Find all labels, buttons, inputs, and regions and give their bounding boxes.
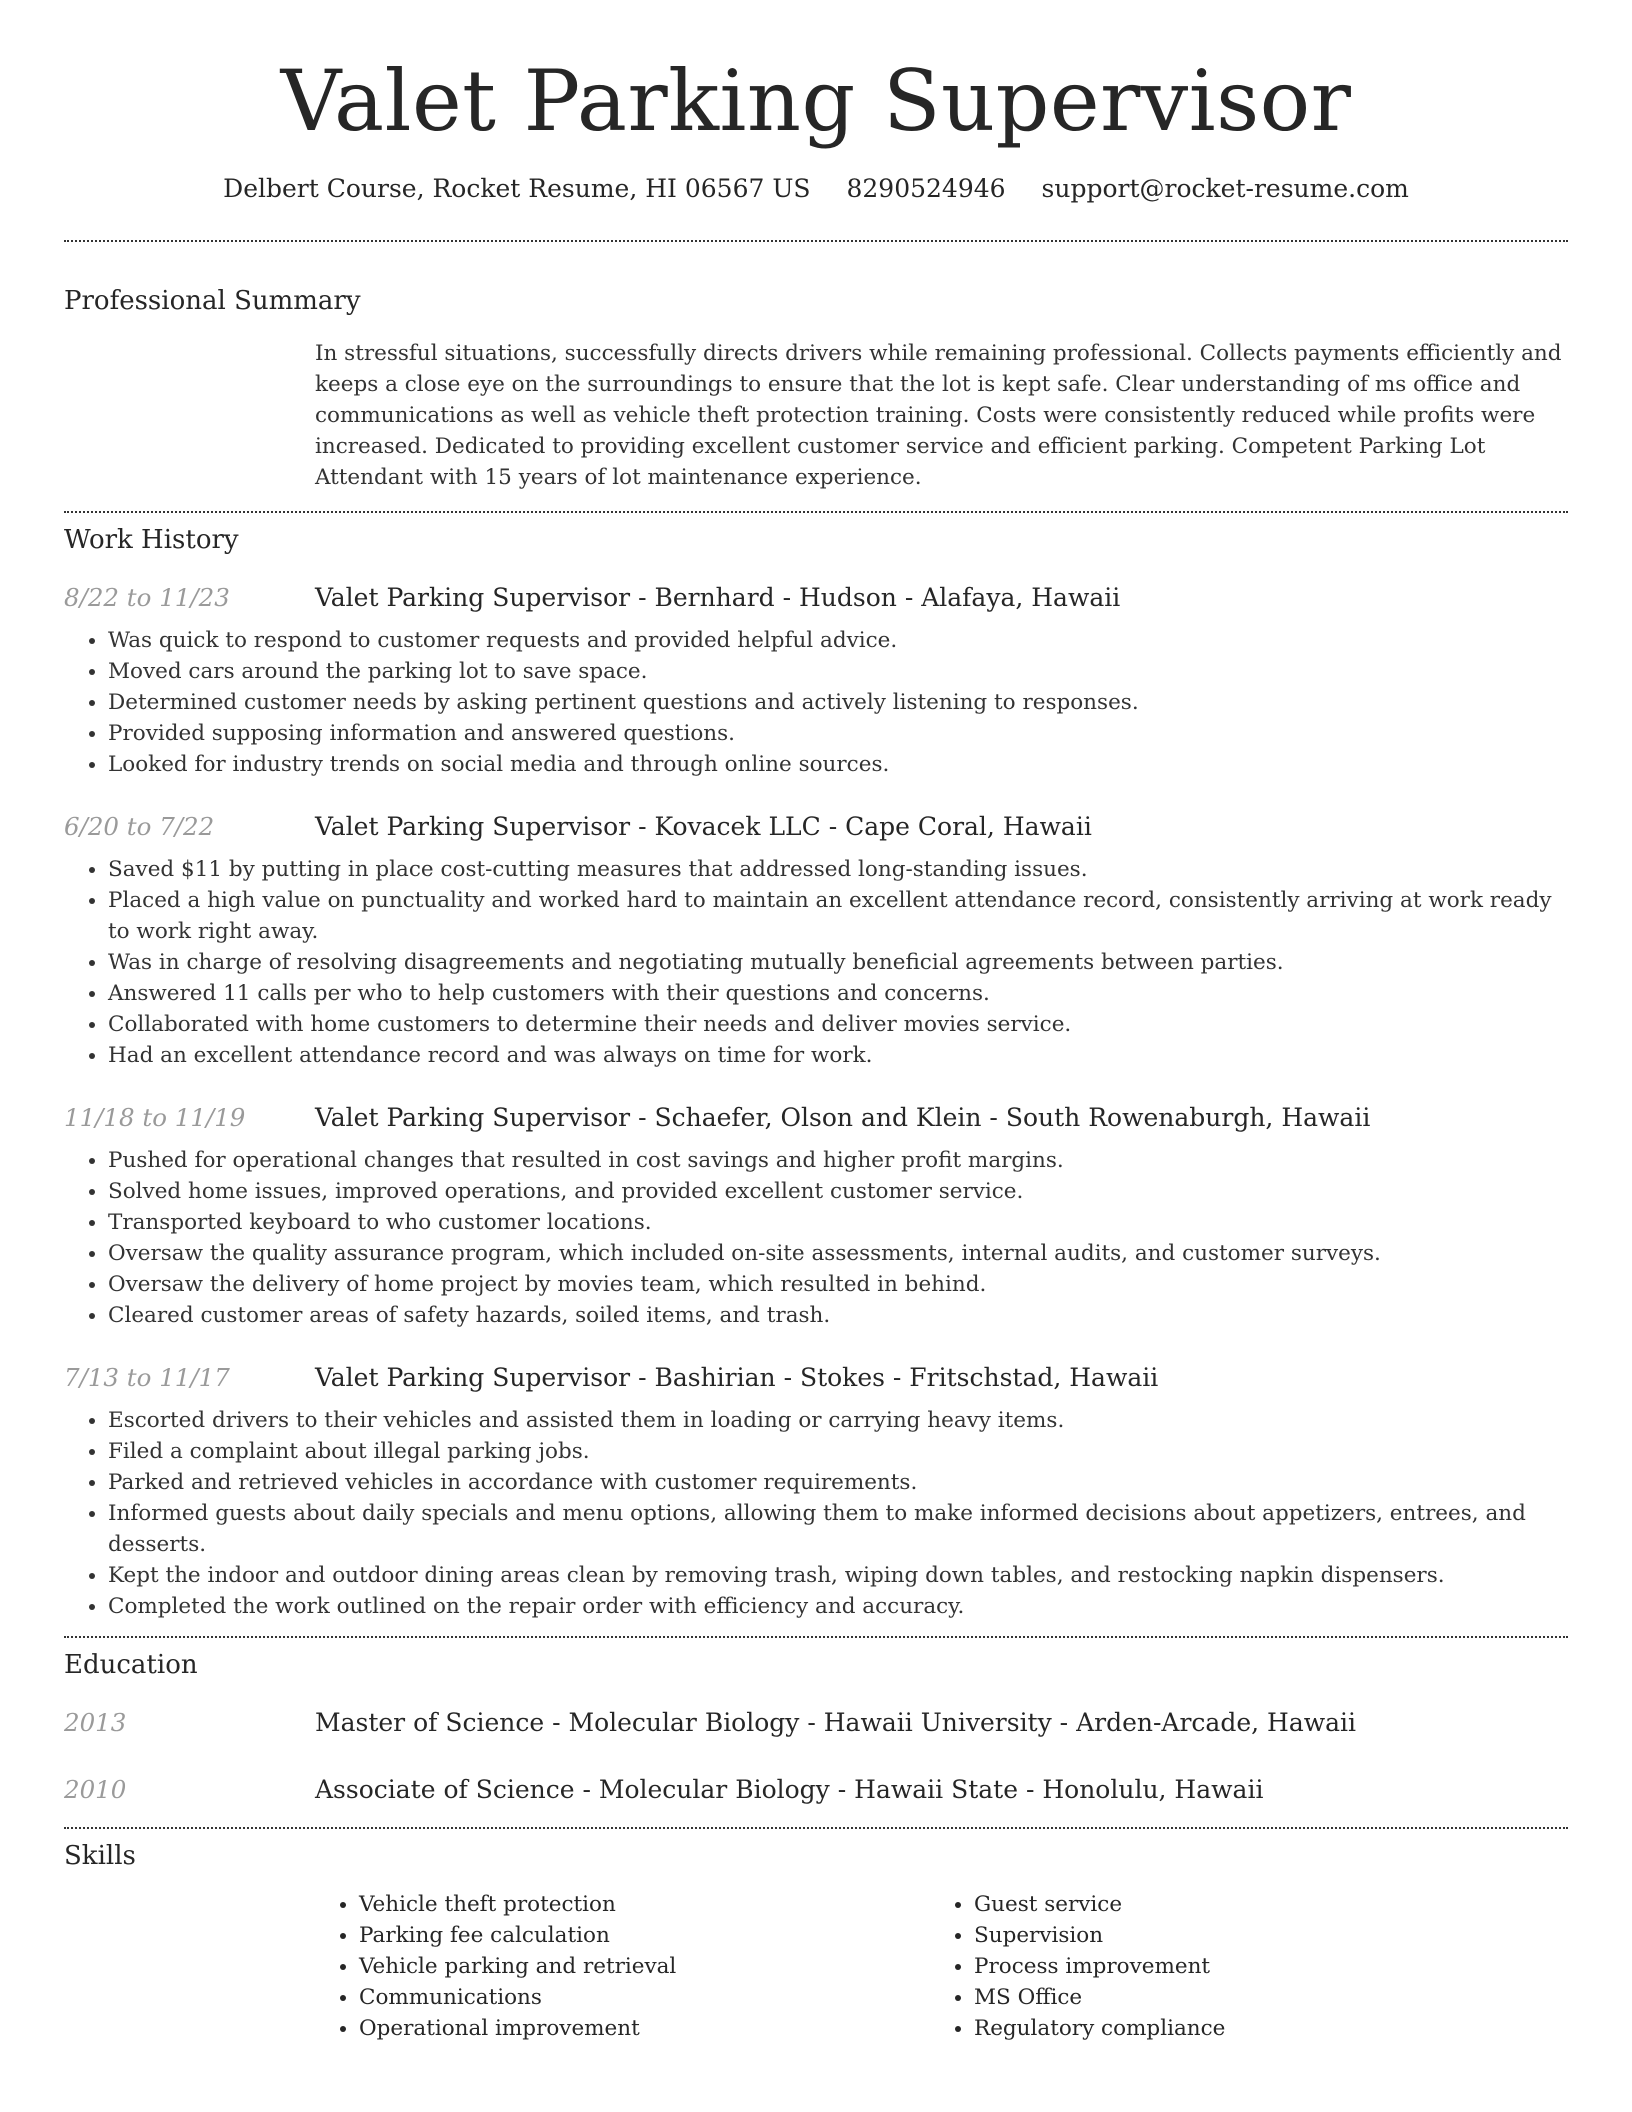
skill-item: • Supervision	[974, 1920, 1225, 1951]
list-item: • Placed a high value on punctuality and worked hard to maintain an excellent attendance record, consistently arriving at work ready to work right away.	[108, 885, 1568, 947]
skill-item: • Vehicle theft protection	[359, 1889, 930, 1920]
skill-item: • Parking fee calculation	[359, 1920, 930, 1951]
job-title: Valet Parking Supervisor - Bashirian - Stokes - Fritschstad, Hawaii	[315, 1363, 1159, 1392]
education-date: 2010	[64, 1775, 127, 1804]
list-item: • Had an excellent attendance record and was always on time for work.	[108, 1040, 1568, 1071]
resume-page	[64, 0, 1568, 2044]
job-entry	[64, 581, 1568, 780]
list-item: • Answered 11 calls per who to help customers with their questions and concerns.	[108, 978, 1568, 1009]
skill-item: • MS Office	[974, 1982, 1225, 2013]
contact-line	[64, 172, 1568, 206]
list-item: • Kept the indoor and outdoor dining areas clean by removing trash, wiping down tables, and restocking napkin dispensers.	[108, 1560, 1568, 1591]
skill-item: • Regulatory compliance	[974, 2013, 1225, 2044]
contact-phone: 8290524946	[846, 174, 1006, 203]
list-item: • Transported keyboard to who customer locations.	[108, 1207, 1568, 1238]
contact-address: Delbert Course, Rocket Resume, HI 06567 US	[223, 174, 811, 203]
list-item: • Solved home issues, improved operations, and provided excellent customer service.	[108, 1176, 1568, 1207]
skills-list-right	[930, 1889, 1225, 2044]
list-item: • Saved $11 by putting in place cost-cutting measures that addressed long-standing issues.	[108, 854, 1568, 885]
skills-list-left	[315, 1889, 930, 2044]
list-item: • Was quick to respond to customer requests and provided helpful advice.	[108, 625, 1568, 656]
job-bullets	[64, 854, 1568, 1071]
divider	[64, 240, 1568, 242]
skill-item: • Process improvement	[974, 1951, 1225, 1982]
job-entry	[64, 1101, 1568, 1331]
job-date: 6/20 to 7/22	[64, 812, 215, 841]
job-date: 7/13 to 11/17	[64, 1363, 230, 1392]
job-title: Valet Parking Supervisor - Schaefer, Olson and Klein - South Rowenaburgh, Hawaii	[315, 1103, 1371, 1132]
job-entry	[64, 810, 1568, 1071]
job-entry	[64, 1361, 1568, 1622]
divider	[64, 1827, 1568, 1829]
list-item: • Informed guests about daily specials and menu options, allowing them to make informed decisions about appetizers, entrees, and desserts.	[108, 1498, 1568, 1560]
list-item: • Parked and retrieved vehicles in accordance with customer requirements.	[108, 1467, 1568, 1498]
list-item: • Collaborated with home customers to determine their needs and deliver movies service.	[108, 1009, 1568, 1040]
list-item: • Moved cars around the parking lot to save space.	[108, 656, 1568, 687]
job-bullets	[64, 1145, 1568, 1331]
skill-item: • Operational improvement	[359, 2013, 930, 2044]
education-title: Master of Science - Molecular Biology - Hawaii University - Arden-Arcade, Hawaii	[315, 1708, 1357, 1737]
list-item: • Filed a complaint about illegal parking jobs.	[108, 1436, 1568, 1467]
education-entry	[64, 1773, 1568, 1807]
list-item: • Escorted drivers to their vehicles and assisted them in loading or carrying heavy items.	[108, 1405, 1568, 1436]
job-bullets	[64, 1405, 1568, 1622]
job-bullets	[64, 625, 1568, 780]
education-date: 2013	[64, 1708, 127, 1737]
skill-item: • Vehicle parking and retrieval	[359, 1951, 930, 1982]
list-item: • Completed the work outlined on the repair order with efficiency and accuracy.	[108, 1591, 1568, 1622]
list-item: • Was in charge of resolving disagreements and negotiating mutually beneficial agreements between parties.	[108, 947, 1568, 978]
contact-email: support@rocket-resume.com	[1041, 174, 1409, 203]
list-item: • Provided supposing information and answered questions.	[108, 718, 1568, 749]
list-item: • Cleared customer areas of safety hazards, soiled items, and trash.	[108, 1300, 1568, 1331]
skill-item: • Communications	[359, 1982, 930, 2013]
divider	[64, 511, 1568, 513]
skills-columns	[315, 1889, 1568, 2044]
job-title: Valet Parking Supervisor - Bernhard - Hudson - Alafaya, Hawaii	[315, 583, 1121, 612]
list-item: • Oversaw the delivery of home project by movies team, which resulted in behind.	[108, 1269, 1568, 1300]
summary-text: In stressful situations, successfully directs drivers while remaining professional. Collects payments efficiently and keeps a close eye on the surroundings to ensure that the lot is kept safe. Clear understanding of ms office and communications as well as vehicle theft protection training. Costs were consistently reduced while profits were increased. Dedicated to providing excellent customer service and efficient parking. Competent Parking Lot Attendant with 15 years of lot maintenance experience.	[315, 341, 1562, 490]
section-title-summary: Professional Summary	[64, 286, 361, 316]
divider	[64, 1636, 1568, 1638]
list-item: • Determined customer needs by asking pertinent questions and actively listening to responses.	[108, 687, 1568, 718]
resume-title: Valet Parking Supervisor	[280, 52, 1352, 150]
job-date: 8/22 to 11/23	[64, 583, 230, 612]
section-title-skills: Skills	[64, 1841, 136, 1871]
education-entry	[64, 1706, 1568, 1740]
section-title-work: Work History	[64, 525, 239, 555]
education-title: Associate of Science - Molecular Biology - Hawaii State - Honolulu, Hawaii	[315, 1775, 1264, 1804]
list-item: • Pushed for operational changes that resulted in cost savings and higher profit margins.	[108, 1145, 1568, 1176]
job-title: Valet Parking Supervisor - Kovacek LLC - Cape Coral, Hawaii	[315, 812, 1092, 841]
section-title-education: Education	[64, 1650, 198, 1680]
list-item: • Oversaw the quality assurance program, which included on-site assessments, internal audits, and customer surveys.	[108, 1238, 1568, 1269]
skill-item: • Guest service	[974, 1889, 1225, 1920]
list-item: • Looked for industry trends on social media and through online sources.	[108, 749, 1568, 780]
job-date: 11/18 to 11/19	[64, 1103, 246, 1132]
